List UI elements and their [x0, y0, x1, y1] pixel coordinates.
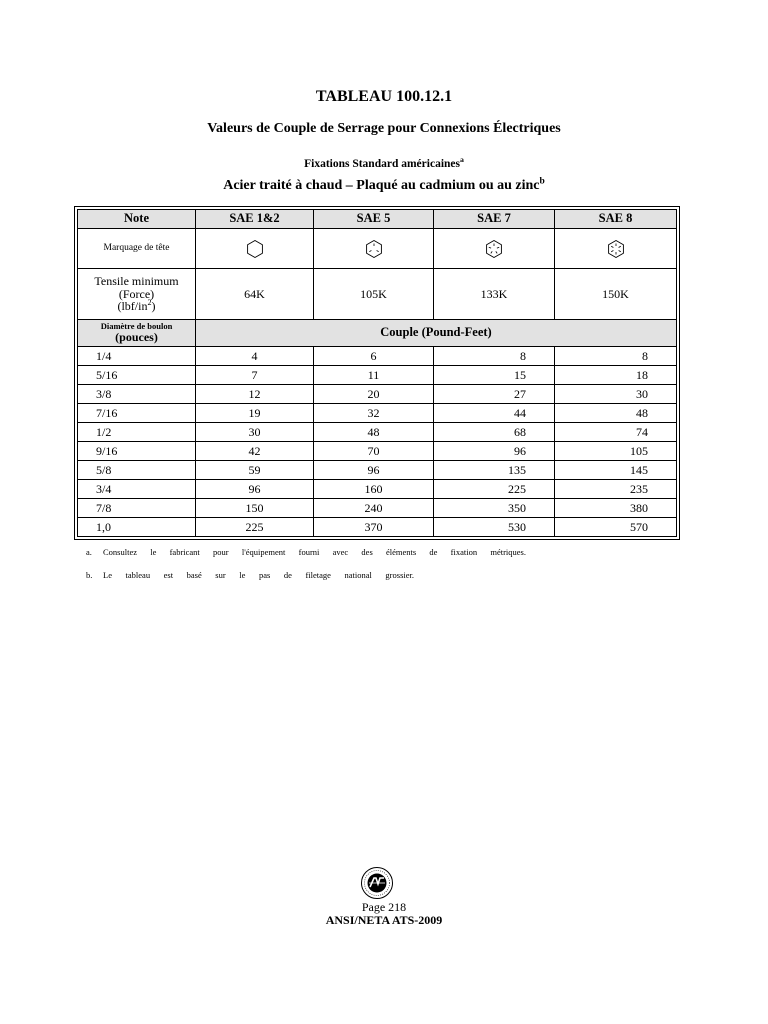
footnote-b-text: Le tableau est basé sur le pas de filetage national grossier.: [103, 570, 414, 580]
bolt-diameter-cell: 5/16: [78, 366, 196, 385]
bolt-diameter-cell: 9/16: [78, 442, 196, 461]
bolt-diameter-cell: 1,0: [78, 517, 196, 536]
torque-value-cell: 370: [314, 517, 434, 536]
torque-value-cell: 350: [434, 499, 555, 518]
hex-plain-icon: [196, 228, 314, 268]
torque-value-cell: 380: [555, 499, 677, 518]
header-sae-7: SAE 7: [434, 210, 555, 229]
torque-value-cell: 6: [314, 347, 434, 366]
footnote-a-letter: a.: [86, 547, 92, 557]
header-sae-1-2: SAE 1&2: [196, 210, 314, 229]
torque-value-cell: 8: [434, 347, 555, 366]
torque-value-cell: 96: [196, 480, 314, 499]
torque-value-cell: 570: [555, 517, 677, 536]
tensile-value-sae-1-2: 64K: [196, 269, 314, 320]
footnote-b: [86, 570, 414, 580]
tensile-row: [78, 269, 677, 320]
torque-value-cell: 59: [196, 461, 314, 480]
torque-value-cell: 70: [314, 442, 434, 461]
header-note: Note: [78, 210, 196, 229]
table-row: [78, 517, 677, 536]
tensile-label: Tensile minimum (Force) $(lbf/in^2)$: [78, 269, 196, 320]
hex-3-radial-lines-icon: [314, 228, 434, 268]
standard-name: ANSI/NETA ATS-2009: [325, 913, 443, 927]
bolt-diameter-cell: 7/16: [78, 404, 196, 423]
table-row: [78, 461, 677, 480]
diameter-header-row: [78, 319, 677, 346]
torque-value-cell: 74: [555, 423, 677, 442]
torque-value-cell: 105: [555, 442, 677, 461]
table-header-row: [78, 210, 677, 229]
torque-value-cell: 15: [434, 366, 555, 385]
footnote-a: [86, 547, 526, 557]
torque-value-cell: 48: [555, 404, 677, 423]
head-marking-label: Marquage de tête: [78, 228, 196, 268]
torque-value-cell: 32: [314, 404, 434, 423]
table-row: [78, 404, 677, 423]
torque-value-cell: 30: [196, 423, 314, 442]
torque-value-cell: 27: [434, 385, 555, 404]
page-number: Page 218: [361, 900, 407, 914]
table-row: [78, 480, 677, 499]
table-row: [78, 366, 677, 385]
torque-value-cell: 225: [196, 517, 314, 536]
fixations-heading: Fixations Standard américaines$^a$: [304, 155, 464, 170]
torque-table: [74, 206, 680, 540]
torque-value-cell: 8: [555, 347, 677, 366]
torque-value-cell: 240: [314, 499, 434, 518]
torque-value-cell: 12: [196, 385, 314, 404]
torque-value-cell: 4: [196, 347, 314, 366]
bolt-diameter-cell: 7/8: [78, 499, 196, 518]
torque-value-cell: 7: [196, 366, 314, 385]
torque-value-cell: 530: [434, 517, 555, 536]
page-title: TABLEAU 100.12.1: [315, 88, 453, 105]
torque-value-cell: 150: [196, 499, 314, 518]
hex-6-radial-lines-icon: [555, 228, 677, 268]
tensile-value-sae-7: 133K: [434, 269, 555, 320]
header-sae-8: SAE 8: [555, 210, 677, 229]
torque-value-cell: 18: [555, 366, 677, 385]
diameter-label: Diamètre de boulon (pouces): [78, 319, 196, 346]
torque-value-cell: 20: [314, 385, 434, 404]
header-sae-5: SAE 5: [314, 210, 434, 229]
bolt-diameter-cell: 1/4: [78, 347, 196, 366]
footnote-a-text: Consultez le fabricant pour l'équipement fourni avec des éléments de fixation métriques.: [103, 547, 526, 557]
page-subtitle: Valeurs de Couple de Serrage pour Connexions Électriques: [207, 121, 561, 136]
torque-value-cell: 42: [196, 442, 314, 461]
hex-5-radial-lines-icon: [434, 228, 555, 268]
torque-value-cell: 30: [555, 385, 677, 404]
table-row: [78, 499, 677, 518]
bolt-diameter-cell: 3/4: [78, 480, 196, 499]
torque-value-cell: 96: [314, 461, 434, 480]
torque-value-cell: 235: [555, 480, 677, 499]
torque-value-cell: 135: [434, 461, 555, 480]
table-row: [78, 423, 677, 442]
bolt-diameter-cell: 5/8: [78, 461, 196, 480]
torque-value-cell: 145: [555, 461, 677, 480]
footnote-b-letter: b.: [86, 570, 93, 580]
table-row: [78, 385, 677, 404]
table-row: [78, 442, 677, 461]
torque-value-cell: 44: [434, 404, 555, 423]
torque-value-cell: 160: [314, 480, 434, 499]
torque-value-cell: 225: [434, 480, 555, 499]
torque-value-cell: 48: [314, 423, 434, 442]
table-row: [78, 347, 677, 366]
bolt-diameter-cell: 3/8: [78, 385, 196, 404]
torque-value-cell: 11: [314, 366, 434, 385]
head-marking-row: [78, 228, 677, 268]
steel-heading: Acier traité à chaud – Plaqué au cadmium ou au zinc$^b$: [223, 176, 545, 193]
couple-label: Couple (Pound-Feet): [196, 319, 677, 346]
torque-value-cell: 19: [196, 404, 314, 423]
torque-value-cell: 68: [434, 423, 555, 442]
bolt-diameter-cell: 1/2: [78, 423, 196, 442]
tensile-value-sae-5: 105K: [314, 269, 434, 320]
tensile-value-sae-8: 150K: [555, 269, 677, 320]
torque-value-cell: 96: [434, 442, 555, 461]
